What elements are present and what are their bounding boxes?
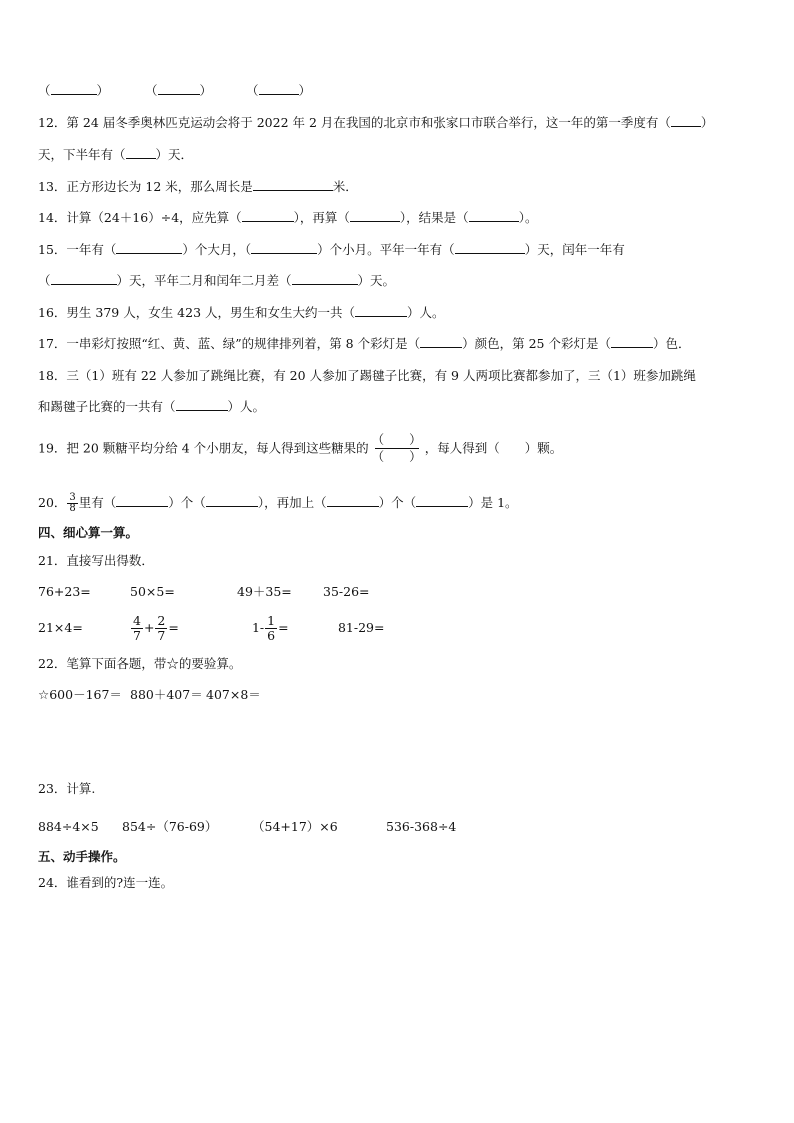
question-21-row2: 21×4= $\frac{4}{7}$ + $\frac{2}{7}$ = 1- $\frac{1}{6}$ = 81-29= [38, 612, 385, 643]
question-15-line1: 15．一年有（ ）个大月，（ ）个小月。平年一年有（ ）天，闰年一年有 [38, 242, 625, 257]
answer-blank[interactable] [206, 494, 258, 507]
answer-blank[interactable] [251, 241, 317, 254]
question-21-title: 21．直接写出得数． [38, 553, 154, 568]
question-15-line2: （ ）天，平年二月和闰年二月差（ ）天。 [38, 273, 396, 288]
answer-blank[interactable] [416, 494, 468, 507]
fraction-difference: 1- $\frac{1}{6}$ = [251, 612, 289, 643]
question-13: 13．正方形边长为 12 米，那么周长是 米． [38, 179, 358, 194]
answer-blank[interactable] [611, 335, 653, 348]
section-4-heading: 四、细心算一算。 [38, 525, 139, 540]
question-22-items: ☆600－167＝ 880＋407＝ 407×8＝ [38, 687, 261, 702]
question-12-line1: 12．第 24 届冬季奥林匹克运动会将于 2022 年 2 月在我国的北京市和张家口市联合举行，这一年的第一季度有（ ） [38, 115, 714, 130]
answer-blank[interactable] [158, 82, 200, 95]
answer-blank[interactable] [51, 272, 117, 285]
question-23-items: 884÷4×5 854÷（76-69） （54+17）×6 536-368÷4 [38, 819, 457, 834]
fraction-sum: $\frac{4}{7}$ + $\frac{2}{7}$ = [132, 612, 179, 643]
answer-blank[interactable] [469, 209, 519, 222]
answer-blank[interactable] [455, 241, 525, 254]
question-22-title: 22．笔算下面各题，带☆的要验算。 [38, 656, 242, 671]
answer-blank[interactable] [327, 494, 379, 507]
question-18-line1: 18．三（1）班有 22 人参加了跳绳比赛，有 20 人参加了踢毽子比赛，有 9 人两项比赛都参加了，三（1）班参加跳绳 [38, 368, 696, 383]
section-5-heading: 五、动手操作。 [38, 849, 126, 864]
answer-blank[interactable] [126, 146, 156, 159]
answer-blank[interactable] [292, 272, 358, 285]
answer-blank[interactable] [350, 209, 400, 222]
answer-blank[interactable] [242, 209, 294, 222]
answer-blank[interactable] [355, 304, 407, 317]
question-17: 17．一串彩灯按照“红、黄、蓝、绿”的规律排列着，第 8 个彩灯是（ ）颜色，第 25 个彩灯是（ ）色． [38, 336, 691, 351]
answer-blank[interactable] [116, 241, 182, 254]
answer-blank[interactable] [420, 335, 462, 348]
question-21-row1: 76+23= 50×5= 49＋35= 35-26= [38, 584, 370, 599]
answer-blank[interactable] [116, 494, 168, 507]
answer-blank[interactable] [259, 82, 299, 95]
answer-blank[interactable] [51, 82, 97, 95]
answer-blank[interactable] [671, 114, 701, 127]
question-18-line2: 和踢毽子比赛的一共有（ ）人。 [38, 399, 266, 414]
question-24: 24．谁看到的?连一连。 [38, 875, 174, 890]
question-19: 19．把 20 颗糖平均分给 4 个小朋友，每人得到这些糖果的 （ ） （ ） ，每人得到（ ）颗。 [38, 432, 563, 464]
fraction-blank[interactable]: （ ） （ ） [371, 432, 422, 464]
question-23-title: 23．计算. [38, 781, 96, 796]
answer-blanks-row: （ ） （ ） （ ） [38, 83, 312, 98]
answer-blank[interactable] [176, 398, 228, 411]
question-14: 14．计算（24＋16）÷4，应先算（ ），再算（ ），结果是（ ）。 [38, 210, 538, 225]
question-20: 20． $\frac{3}{8}$ 里有（ ）个（ ），再加上（ ）个（ ）是 1。 [38, 492, 518, 514]
question-12-line2: 天，下半年有（ ）天． [38, 147, 194, 162]
answer-blank[interactable] [253, 178, 333, 191]
question-16: 16．男生 379 人，女生 423 人，男生和女生大约一共（ ）人。 [38, 305, 445, 320]
fraction-three-eighths: $\frac{3}{8}$ [69, 492, 76, 514]
